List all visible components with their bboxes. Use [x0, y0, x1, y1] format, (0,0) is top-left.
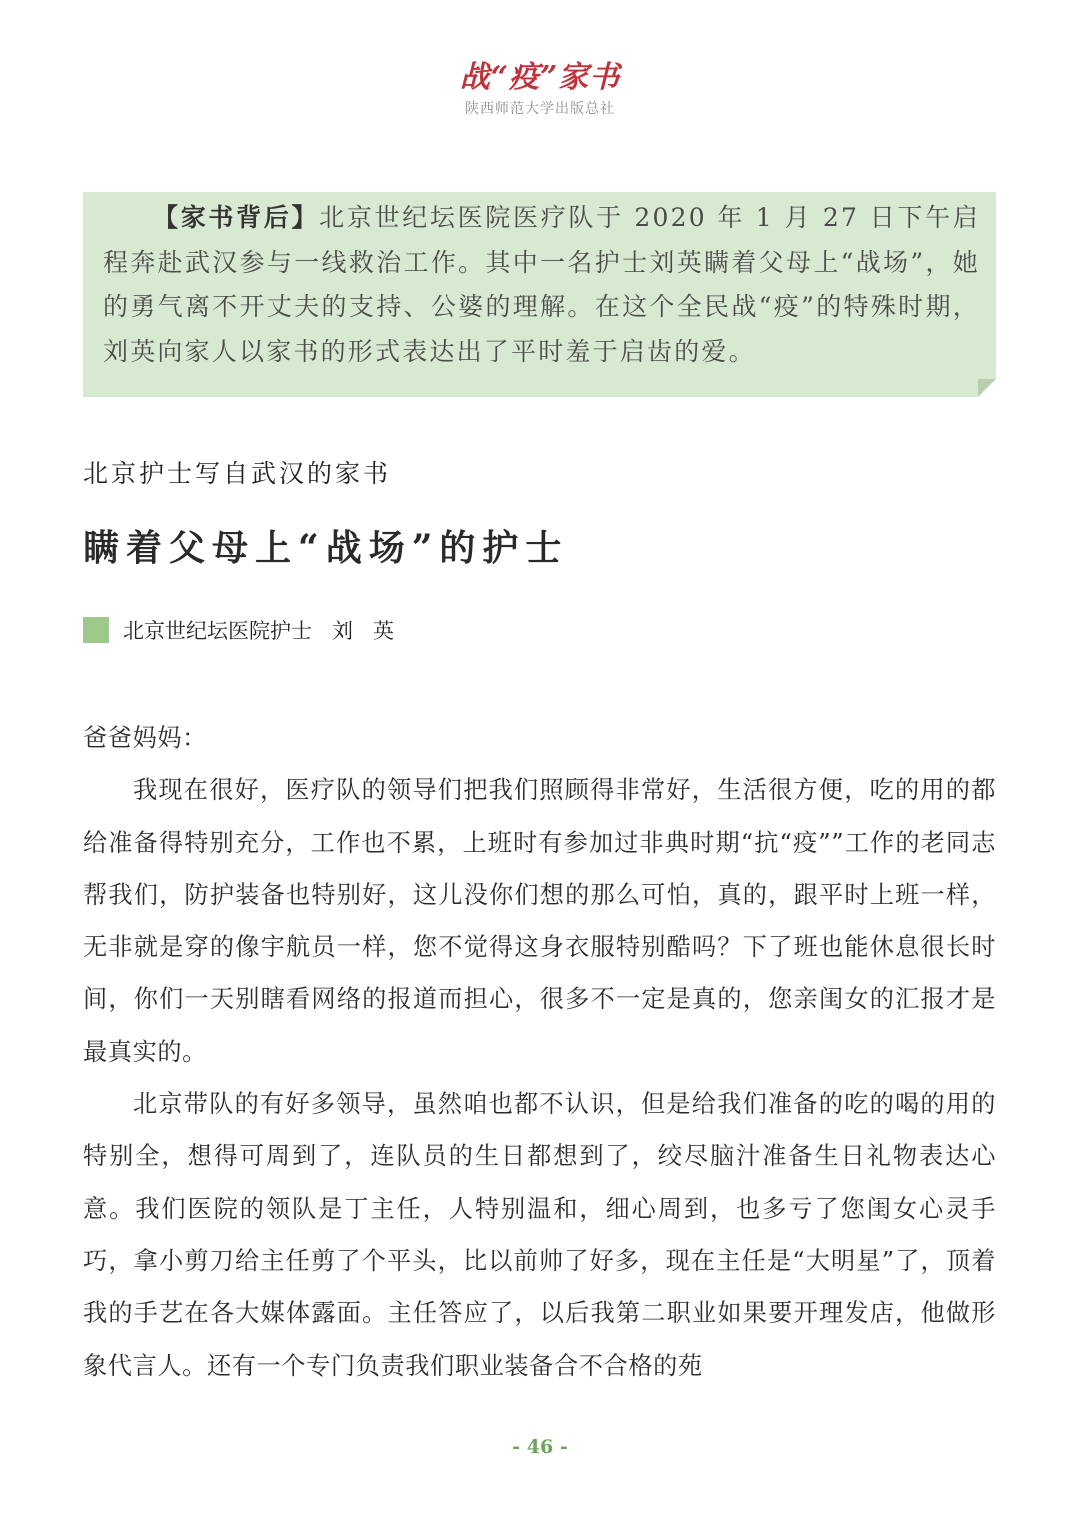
background-note-box — [83, 192, 996, 397]
article-subtitle: 北京护士写自武汉的家书 — [83, 459, 392, 488]
article-title: 瞒着父母上“战场”的护士 — [83, 527, 569, 569]
green-square-marker — [83, 617, 109, 643]
page-header — [0, 58, 1080, 120]
page-number: - 46 - — [512, 1436, 568, 1458]
background-note-text: 北京世纪坛医院医疗队于 2020 年 1 月 27 日下午启程奔赴武汉参与一线救治工作。其中一名护士刘英瞒着父母上“战场”，她的勇气离不开丈夫的支持、公婆的理解。在这个全民战“疫”的特殊时期，刘英向家人以家书的形式表达出了平时羞于启齿的爱。 — [103, 203, 980, 366]
letter-paragraph: 北京带队的有好多领导，虽然咱也都不认识，但是给我们准备的吃的喝的用的特别全，想得可周到了，连队员的生日都想到了，绞尽脑汁准备生日礼物表达心意。我们医院的领队是丁主任，人特别温和，细心周到，也多亏了您闺女心灵手巧，拿小剪刀给主任剪了个平头，比以前帅了好多，现在主任是“大明星”了，顶着我的手艺在各大媒体露面。主任答应了，以后我第二职业如果要开理发店，他做形象代言人。还有一个专门负责我们职业装备合不合格的苑 — [83, 1090, 996, 1380]
author-name: 北京世纪坛医院护士 刘 英 — [123, 619, 395, 643]
background-note-tag: 【家书背后】 — [153, 203, 320, 232]
book-brand-title: 战“疫”家书 — [459, 60, 621, 95]
letter-salutation: 爸爸妈妈： — [83, 724, 207, 752]
background-note-paragraph — [103, 196, 980, 374]
publisher-name: 陕西师范大学出版总社 — [465, 101, 615, 117]
letter-paragraph: 我现在很好，医疗队的领导们把我们照顾得非常好，生活很方便，吃的用的都给准备得特别充分，工作也不累，上班时有参加过非典时期“抗“疫””工作的老同志帮我们，防护装备也特别好，这儿没你们想的那么可怕，真的，跟平时上班一样，无非就是穿的像宇航员一样，您不觉得这身衣服特别酷吗？下了班也能休息很长时间，你们一天别瞎看网络的报道而担心，很多不一定是真的，您亲闺女的汇报才是最真实的。 — [83, 776, 996, 1066]
author-byline — [83, 616, 394, 644]
page-fold-corner — [978, 379, 996, 397]
letter-body — [83, 712, 996, 1392]
